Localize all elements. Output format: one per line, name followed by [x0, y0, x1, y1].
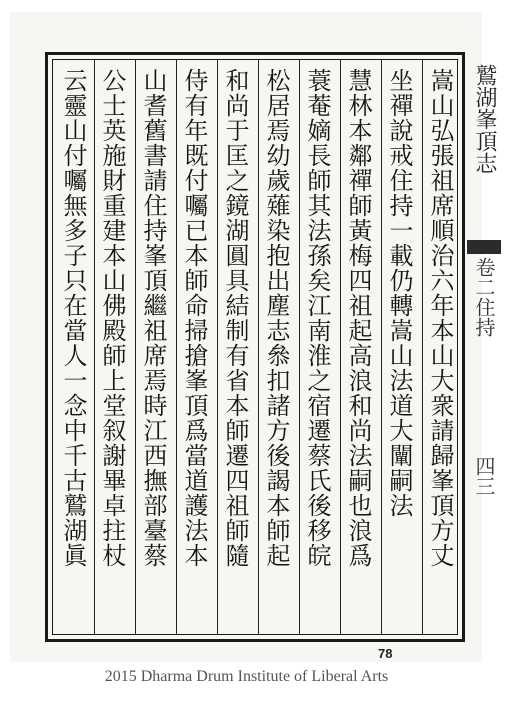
- text-column-2: 坐禪說戒住持一載仍轉嵩山法道大闡嗣法: [385, 68, 413, 518]
- column-divider: [340, 60, 341, 634]
- text-column-7: 侍有年既付囑已本師命掃搶峯頂爲當道護法本: [180, 68, 208, 568]
- page-number: 78: [378, 646, 393, 661]
- text-frame: [45, 52, 465, 642]
- fishtail-mark: [467, 240, 501, 254]
- column-divider: [176, 60, 177, 634]
- text-column-9: 公士英施財重建本山佛殿師上堂叙謝畢卓拄杖: [98, 68, 126, 568]
- copyright-watermark: 2015 Dharma Drum Institute of Liberal Arts: [104, 668, 389, 685]
- margin-banner: [465, 52, 505, 642]
- column-divider: [258, 60, 259, 634]
- column-divider: [422, 60, 423, 634]
- book-title: 鷲湖峯頂志: [472, 64, 497, 174]
- text-column-5: 松居焉幼歲薙染抱出塵志叅扣諸方後謁本師起: [262, 68, 290, 568]
- chapter-label: 卷二住持: [472, 257, 496, 337]
- column-divider: [299, 60, 300, 634]
- text-column-3: 慧林本鄰禪師黃梅四祖起高浪和尚法嗣也浪爲: [344, 68, 372, 568]
- column-divider: [135, 60, 136, 634]
- text-column-6: 和尚于匡之鏡湖圓具結制有省本師遷四祖師隨: [221, 68, 249, 568]
- text-column-4: 蓑菴嫡長師其法孫矣江南淮之宿遷蔡氏後移皖: [303, 68, 331, 568]
- column-divider: [217, 60, 218, 634]
- text-column-1: 嵩山弘張祖席順治六年本山大衆請歸峯頂方丈: [426, 68, 454, 568]
- scanned-page: [10, 12, 497, 662]
- column-divider: [381, 60, 382, 634]
- text-column-8: 山耆舊書請住持峯頂繼祖席焉時江西撫部臺蔡: [139, 68, 167, 568]
- leaf-number: 四三: [472, 456, 496, 496]
- text-column-10: 云靈山付囑無多子只在當人一念中千古鷲湖眞: [59, 68, 87, 568]
- column-divider: [94, 60, 95, 634]
- text-frame-inner: [52, 59, 458, 635]
